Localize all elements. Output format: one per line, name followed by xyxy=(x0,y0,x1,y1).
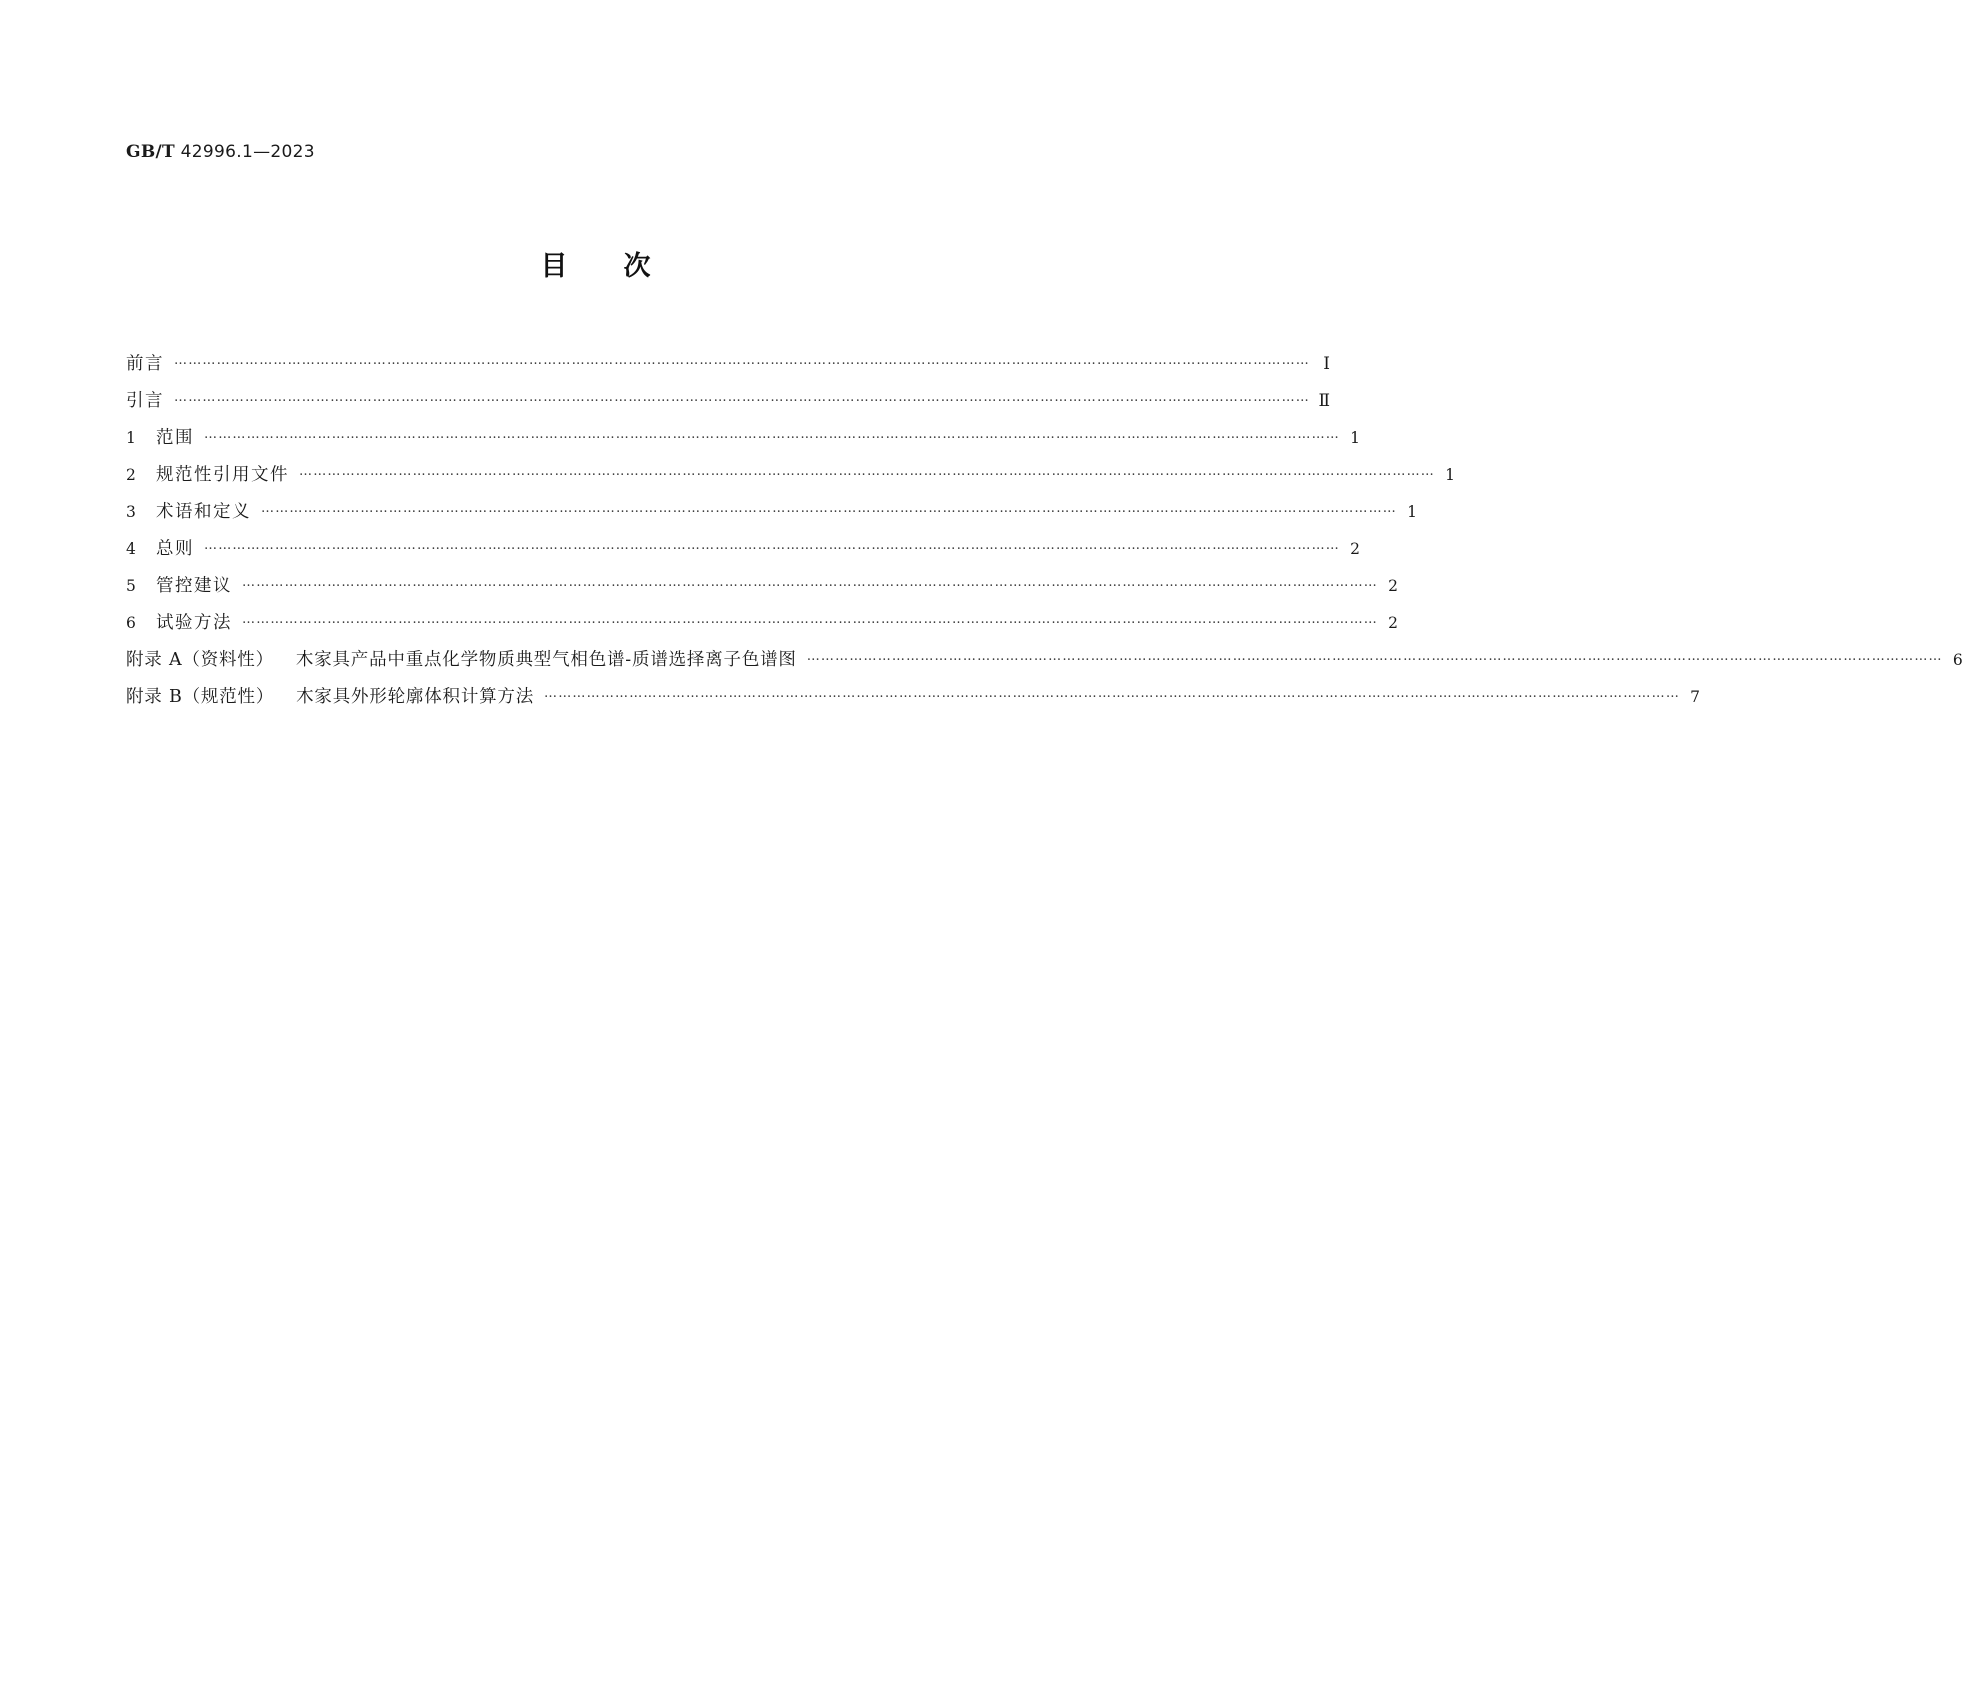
toc-leader-dots: …………………………………………………………………………………………………………………………………………………………………………………………………………………… xyxy=(242,575,1378,590)
toc-entry-number: 6 xyxy=(126,614,138,632)
toc-entry-number: 2 xyxy=(126,466,138,484)
toc-entry[interactable] xyxy=(126,560,1398,597)
toc-leader-dots: …………………………………………………………………………………………………………………………………………………………………………………………………………………… xyxy=(544,686,1681,701)
toc-page-number: 2 xyxy=(1350,540,1360,558)
toc-page-number: Ⅰ xyxy=(1323,354,1330,374)
standard-prefix: GB/T xyxy=(126,142,175,162)
toc-entry-number: 3 xyxy=(126,503,138,521)
toc-entry-sublabel: 木家具产品中重点化学物质典型气相色谱-质谱选择离子色谱图 xyxy=(295,650,797,670)
toc-entry[interactable] xyxy=(126,634,1963,671)
toc-page-number: 2 xyxy=(1388,614,1398,632)
toc-leader-dots: …………………………………………………………………………………………………………………………………………………………………………………………………………………… xyxy=(204,538,1340,553)
toc-page-number: 1 xyxy=(1445,466,1455,484)
toc-entry-label: 附录 B（规范性） xyxy=(126,687,275,707)
toc-leader-dots: …………………………………………………………………………………………………………………………………………………………………………………………………………………… xyxy=(806,649,1943,664)
page-title: 目次 xyxy=(540,251,707,282)
toc-entry[interactable] xyxy=(126,375,1330,412)
toc-entry-label-group xyxy=(126,390,164,412)
toc-entry-number: 5 xyxy=(126,577,138,595)
toc-entry[interactable] xyxy=(126,671,1701,708)
toc-entry-label-group xyxy=(126,464,289,486)
toc-entry-label-group xyxy=(126,612,232,634)
toc-entry-label-group xyxy=(126,353,164,375)
toc-entry-label: 规范性引用文件 xyxy=(156,465,289,485)
toc-entry-label: 总则 xyxy=(156,539,194,559)
toc-entry-label: 术语和定义 xyxy=(156,502,251,522)
toc-leader-dots: …………………………………………………………………………………………………………………………………………………………………………………………………………………… xyxy=(174,353,1310,368)
toc-leader-dots: …………………………………………………………………………………………………………………………………………………………………………………………………………………… xyxy=(299,464,1435,479)
toc-page-number: 1 xyxy=(1407,503,1417,521)
table-of-contents xyxy=(126,338,1963,708)
toc-entry[interactable] xyxy=(126,523,1360,560)
toc-page-number: Ⅱ xyxy=(1318,391,1330,411)
toc-entry[interactable] xyxy=(126,486,1417,523)
toc-entry-label-group xyxy=(126,686,534,708)
toc-entry-label: 管控建议 xyxy=(156,576,232,596)
toc-entry[interactable] xyxy=(126,338,1330,375)
toc-entry-label: 引言 xyxy=(126,391,164,411)
toc-entry-label-group xyxy=(126,501,251,523)
toc-leader-dots: …………………………………………………………………………………………………………………………………………………………………………………………………………………… xyxy=(204,427,1340,442)
toc-entry-label-group xyxy=(126,427,194,449)
toc-entry-label: 附录 A（资料性） xyxy=(126,650,274,670)
toc-entry-label: 试验方法 xyxy=(156,613,232,633)
toc-entry[interactable] xyxy=(126,412,1360,449)
toc-page-number: 1 xyxy=(1350,429,1360,447)
toc-page-number: 2 xyxy=(1388,577,1398,595)
toc-entry-number: 1 xyxy=(126,429,138,447)
toc-entry-label: 前言 xyxy=(126,354,164,374)
document-identifier xyxy=(126,142,315,162)
toc-entry[interactable] xyxy=(126,449,1455,486)
toc-leader-dots: …………………………………………………………………………………………………………………………………………………………………………………………………………………… xyxy=(261,501,1397,516)
toc-entry-label-group xyxy=(126,649,797,671)
toc-entry-sublabel: 木家具外形轮廓体积计算方法 xyxy=(296,687,535,707)
toc-leader-dots: …………………………………………………………………………………………………………………………………………………………………………………………………………………… xyxy=(242,612,1378,627)
toc-page-number: 6 xyxy=(1952,651,1963,669)
toc-entry[interactable] xyxy=(126,597,1398,634)
toc-entry-label-group xyxy=(126,538,194,560)
standard-number: 42996.1—2023 xyxy=(180,142,315,162)
toc-entry-label: 范围 xyxy=(156,428,194,448)
toc-entry-number: 4 xyxy=(126,540,138,558)
toc-leader-dots: …………………………………………………………………………………………………………………………………………………………………………………………………………………… xyxy=(174,390,1310,405)
toc-page-number: 7 xyxy=(1690,688,1701,706)
toc-entry-label-group xyxy=(126,575,232,597)
